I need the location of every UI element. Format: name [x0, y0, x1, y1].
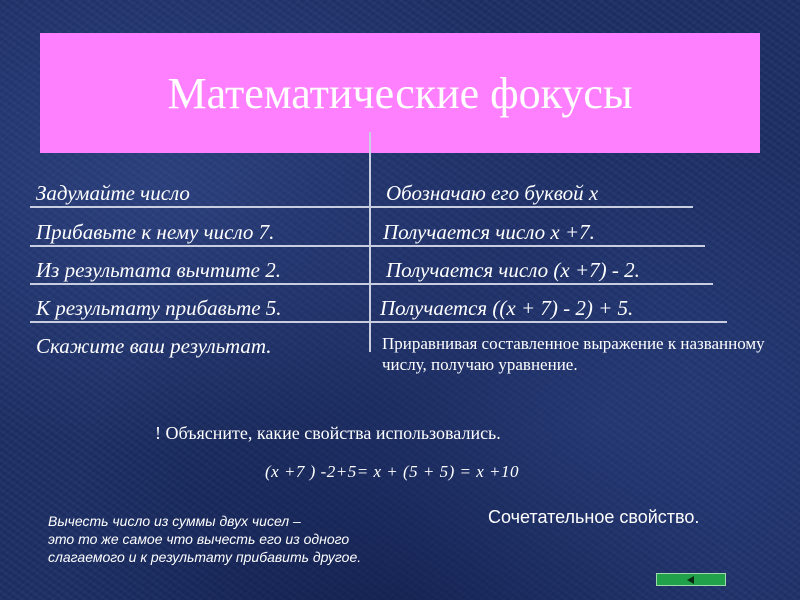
title-banner	[40, 33, 760, 153]
equation-text: (х +7 ) -2+5= х + (5 + 5) = х +10	[265, 462, 519, 481]
right-step-1: Обозначаю его буквой х	[386, 181, 599, 205]
left-step-2: Прибавьте к нему число 7.	[36, 220, 275, 244]
slide-title: Математические фокусы	[167, 68, 633, 118]
left-step-4: К результату прибавьте 5.	[36, 296, 282, 320]
right-step-2: Получается число х +7.	[383, 220, 595, 244]
property-name: Сочетательное свойство.	[488, 507, 700, 527]
back-button[interactable]	[656, 573, 726, 586]
column-divider	[369, 132, 371, 352]
note-line-1: Приравнивая составленное выражение к названному	[382, 334, 765, 353]
right-step-4: Получается ((х + 7) - 2) + 5.	[380, 296, 634, 320]
left-step-3: Из результата вычтите 2.	[36, 258, 281, 282]
explanation-line-1: Вычесть число из суммы двух чисел –	[48, 513, 301, 529]
left-step-1: Задумайте число	[36, 181, 190, 205]
row-rule-4	[30, 321, 727, 323]
note-line-2: числу, получаю уравнение.	[382, 355, 578, 374]
row-rule-2	[30, 245, 705, 247]
question-text: ! Объясните, какие свойства использовались.	[155, 423, 501, 443]
right-step-3: Получается число (х +7) - 2.	[386, 258, 640, 282]
row-rule-3	[30, 283, 713, 285]
equation-note	[382, 333, 777, 375]
explanation-line-2: это то же самое что вычесть его из одного	[48, 531, 350, 547]
left-step-5: Скажите ваш результат.	[36, 334, 272, 358]
triangle-left-icon	[687, 576, 695, 584]
row-rule-1	[30, 206, 693, 208]
explanation-line-3: слагаемого и к результату прибавить другое.	[48, 549, 362, 565]
property-explanation	[48, 512, 361, 566]
